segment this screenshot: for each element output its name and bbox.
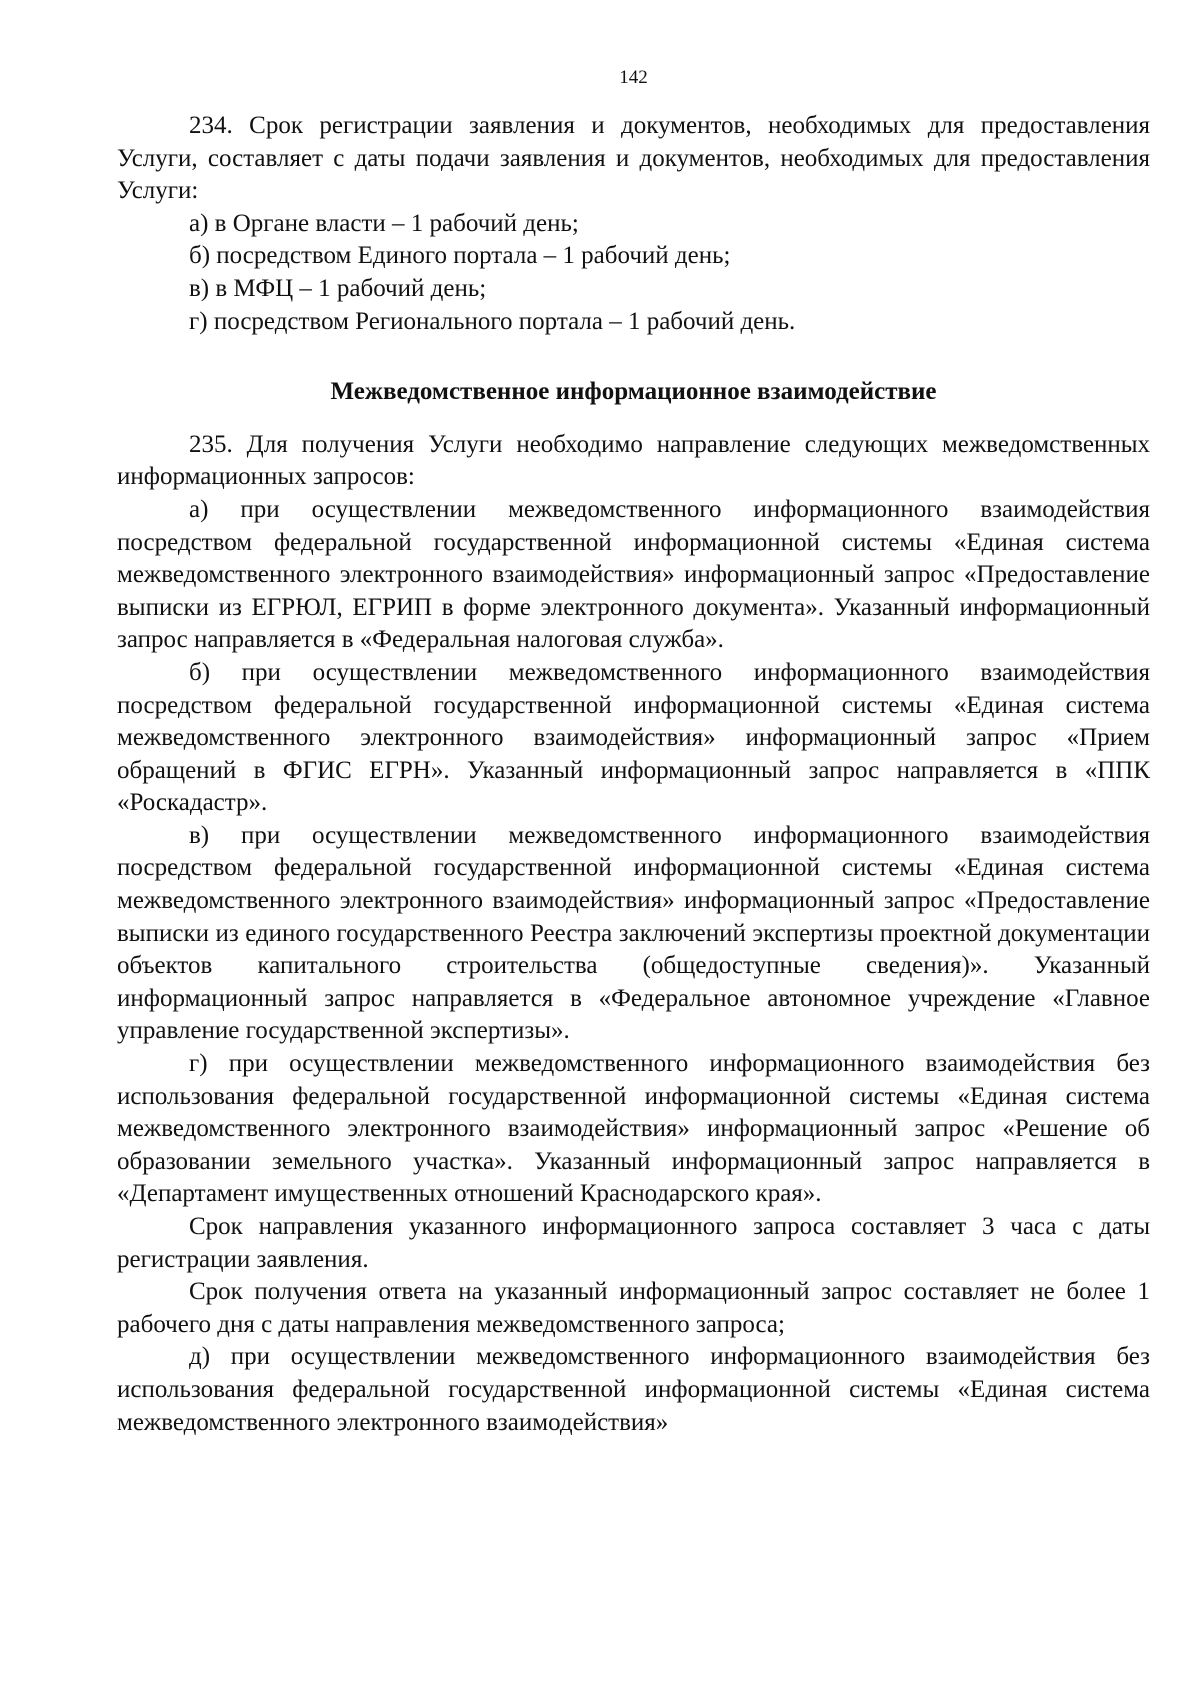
section-heading: Межведомственное информационное взаимодействие — [330, 378, 937, 406]
section-235-paragraph-d: д) при осуществлении межведомственного информационного взаимодействия без использования федеральной государственной информационной системы «Единая система межведомственного электронного взаимодействия» — [117, 1343, 1150, 1436]
page-number: 142 — [619, 67, 648, 88]
section-234-item-g: г) посредством Регионального портала – 1 рабочий день. — [189, 307, 796, 335]
section-235-paragraph-g: г) при осуществлении межведомственного информационного взаимодействия без использования федеральной государственной информационной системы «Единая система межведомственного электронного взаимодействия» информационный запрос «Решение об образовании земельного участка». Указанный информационный запрос направляется в «Департамент имущественных отношений Краснодарского края». — [117, 1050, 1150, 1208]
section-235-deadline-send: Срок направления указанного информационного запроса составляет 3 часа с даты регистрации заявления. — [117, 1213, 1150, 1273]
section-235-paragraph-b: б) при осуществлении межведомственного информационного взаимодействия посредством федеральной государственной информационной системы «Единая система межведомственного электронного взаимодействия» информационный запрос «Прием обращений в ФГИС ЕГРН». Указанный информационный запрос направляется в «ППК «Роскадастр». — [117, 658, 1150, 817]
section-235-paragraph-a: а) при осуществлении межведомственного информационного взаимодействия посредством федеральной государственной информационной системы «Единая система межведомственного электронного взаимодействия» информационный запрос «Предоставление выписки из ЕГРЮЛ, ЕГРИП в форме электронного документа». Указанный информационный запрос направляется в «Федеральная налоговая служба». — [117, 495, 1150, 654]
section-235-deadline-response: Срок получения ответа на указанный информационный запрос составляет не более 1 рабочего дня с даты направления межведомственного запроса; — [117, 1278, 1150, 1338]
section-234-item-a: а) в Органе власти – 1 рабочий день; — [189, 209, 579, 237]
section-234-item-b: б) посредством Единого портала – 1 рабочий день; — [189, 242, 731, 270]
section-235-intro: 235. Для получения Услуги необходимо направление следующих межведомственных информационных запросов: — [117, 430, 1150, 491]
section-234-item-v: в) в МФЦ – 1 рабочий день; — [189, 274, 487, 302]
section-234-intro: 234. Срок регистрации заявления и документов, необходимых для предоставления Услуги, составляет с даты подачи заявления и документов, необходимых для предоставления Услуги: — [117, 112, 1150, 205]
section-235-paragraph-v: в) при осуществлении межведомственного информационного взаимодействия посредством федеральной государственной информационной системы «Единая система межведомственного электронного взаимодействия» информационный запрос «Предоставление выписки из единого государственного Реестра заключений экспертизы проектной документации объектов капитального строительства (общедоступные сведения)». Указанный информационный запрос направляется в «Федеральное автономное учреждение «Главное управление государственной экспертизы». — [117, 821, 1150, 1045]
